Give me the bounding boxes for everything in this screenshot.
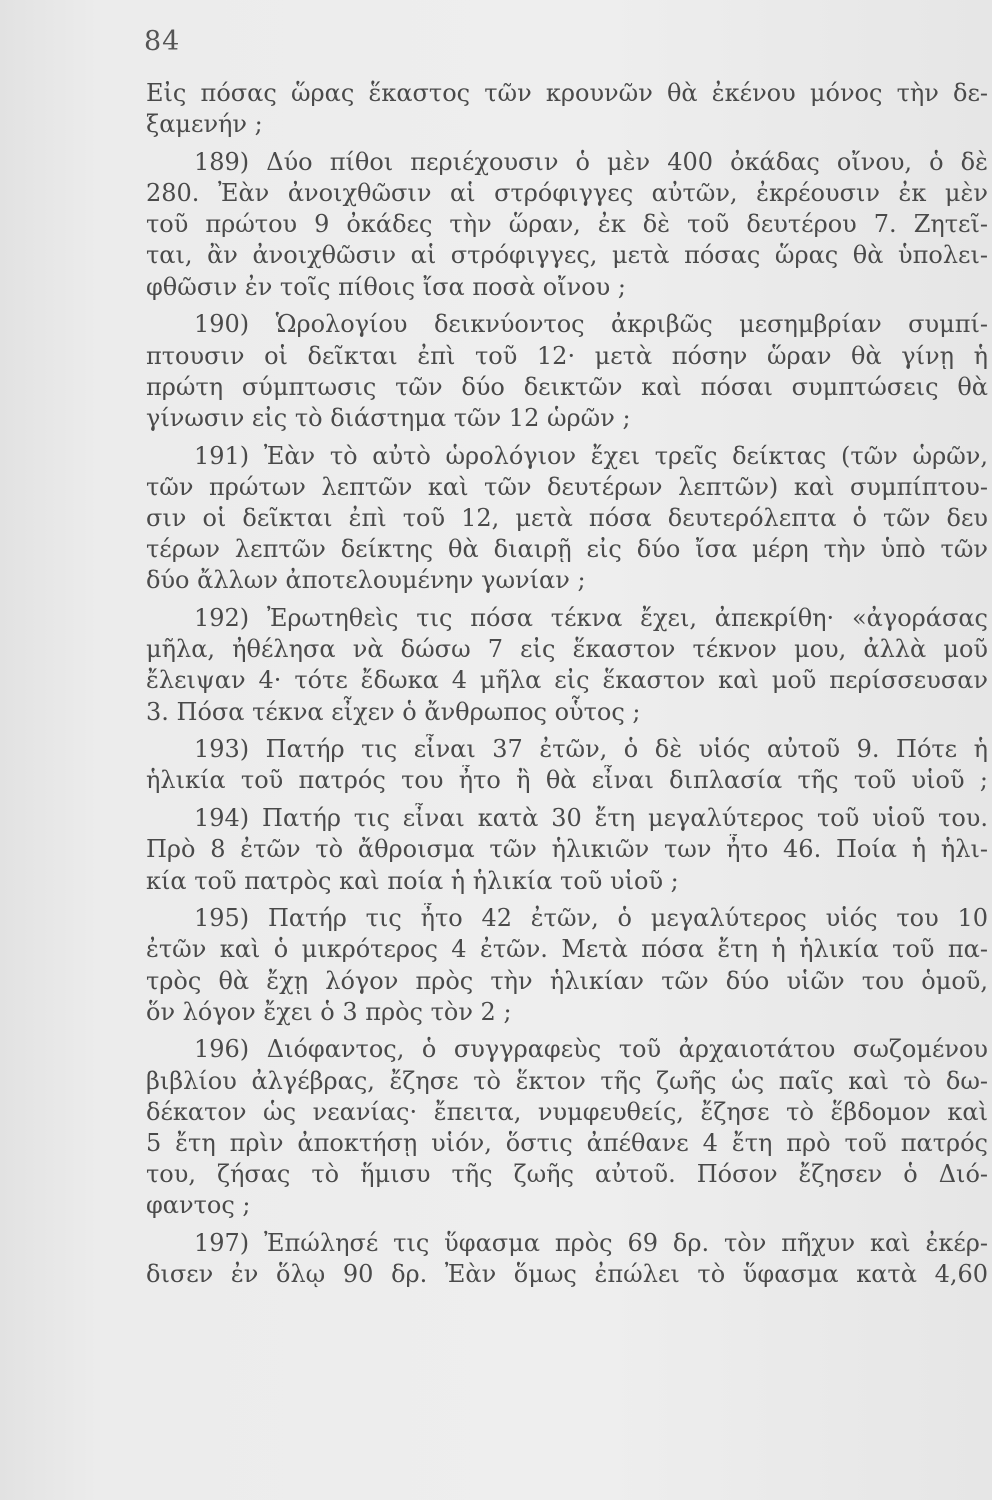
text-line: 195) Πατήρ τις ἦτο 42 ἐτῶν, ὁ μεγαλύτερος υἱός του 10 xyxy=(194,904,988,933)
text-line: τῶν πρώτων λεπτῶν καὶ τῶν δευτέρων λεπτῶν) καὶ συμπίπτου- xyxy=(146,472,988,501)
text-line: Πρὸ 8 ἐτῶν τὸ ἄθροισμα τῶν ἡλικιῶν των ἦτο 46. Ποία ἡ ἡλι- xyxy=(146,835,988,864)
text-line: 3. Πόσα τέκνα εἶχεν ὁ ἄνθρωπος οὗτος ; xyxy=(146,697,641,726)
text-line: ὅν λόγον ἔχει ὁ 3 πρὸς τὸν 2 ; xyxy=(146,997,512,1026)
text-line: 193) Πατήρ τις εἶναι 37 ἐτῶν, ὁ δὲ υἱός αὐτοῦ 9. Πότε ἡ xyxy=(194,735,988,764)
text-line: ται, ἂν ἀνοιχθῶσιν αἱ στρόφιγγες, μετὰ πόσας ὥρας θὰ ὑπολει- xyxy=(146,241,988,270)
text-line: τρὸς θὰ ἔχῃ λόγον πρὸς τὴν ἡλικίαν τῶν δύο υἱῶν του ὁμοῦ, xyxy=(146,966,988,995)
text-line: 189) Δύο πίθοι περιέχουσιν ὁ μὲν 400 ὀκάδας οἴνου, ὁ δὲ xyxy=(194,147,988,176)
text-line: δύο ἄλλων ἀποτελουμένην γωνίαν ; xyxy=(146,566,586,595)
paragraph xyxy=(146,147,988,303)
text-line: 191) Ἐὰν τὸ αὐτὸ ὡρολόγιον ἔχει τρεῖς δείκτας (τῶν ὡρῶν, xyxy=(194,441,988,470)
text-line: γίνωσιν εἰς τὸ διάστημα τῶν 12 ὡρῶν ; xyxy=(146,403,631,432)
text-line: κία τοῦ πατρὸς καὶ ποία ἡ ἡλικία τοῦ υἱοῦ ; xyxy=(146,866,679,895)
text-line: φθῶσιν ἐν τοῖς πίθοις ἴσα ποσὰ οἴνου ; xyxy=(146,272,626,301)
text-line: 5 ἔτη πρὶν ἀποκτήσῃ υἱόν, ὅστις ἀπέθανε 4 ἔτη πρὸ τοῦ πατρός xyxy=(146,1129,988,1157)
text-line: ἡλικία τοῦ πατρός του ἦτο ἢ θὰ εἶναι διπλασία τῆς τοῦ υἱοῦ ; xyxy=(146,766,988,795)
text-line: ἐτῶν καὶ ὁ μικρότερος 4 ἐτῶν. Μετὰ πόσα ἔτη ἡ ἡλικία τοῦ πα- xyxy=(146,935,988,964)
paragraph xyxy=(146,803,988,897)
text-line: πρώτη σύμπτωσις τῶν δύο δεικτῶν καὶ πόσαι συμπτώσεις θὰ xyxy=(146,372,988,401)
text-line: 197) Ἐπώλησέ τις ὕφασμα πρὸς 69 δρ. τὸν πῆχυν καὶ ἐκέρ- xyxy=(194,1229,988,1258)
text-line: ἔλειψαν 4· τότε ἔδωκα 4 μῆλα εἰς ἕκαστον καὶ μοῦ περίσσευσαν xyxy=(146,666,988,695)
text-line: σιν οἱ δεῖκται ἐπὶ τοῦ 12, μετὰ πόσα δευτερόλεπτα ὁ τῶν δευ xyxy=(146,503,988,532)
page-number: 84 xyxy=(144,26,181,57)
paragraph xyxy=(146,1034,988,1221)
text-line: δισεν ἐν ὅλῳ 90 δρ. Ἐὰν ὅμως ἐπώλει τὸ ὕφασμα κατὰ 4,60 xyxy=(146,1260,988,1289)
paragraph xyxy=(146,903,988,1028)
text-line: ξαμενήν ; xyxy=(146,110,263,139)
paragraph xyxy=(146,309,988,434)
text-line: τοῦ πρώτου 9 ὀκάδες τὴν ὥραν, ἐκ δὲ τοῦ δευτέρου 7. Ζητεῖ- xyxy=(146,210,988,239)
text-line: δέκατον ὡς νεανίας· ἔπειτα, νυμφευθείς, ἔζησε τὸ ἕβδομον καὶ xyxy=(146,1097,988,1126)
text-line: 280. Ἐὰν ἀνοιχθῶσιν αἱ στρόφιγγες αὐτῶν, ἐκρέουσιν ἐκ μὲν xyxy=(146,179,988,208)
text-line: μῆλα, ἠθέλησα νὰ δώσω 7 εἰς ἕκαστον τέκνον μου, ἀλλὰ μοῦ xyxy=(146,635,988,664)
text-line: φαντος ; xyxy=(146,1191,251,1220)
text-line: του, ζήσας τὸ ἥμισυ τῆς ζωῆς αὐτοῦ. Πόσον ἔζησεν ὁ Διό- xyxy=(146,1160,988,1189)
paragraph xyxy=(146,1228,988,1290)
paragraph xyxy=(146,441,988,597)
paragraph xyxy=(146,603,988,728)
paragraph xyxy=(146,78,988,140)
text-line: 196) Διόφαντος, ὁ συγγραφεὺς τοῦ ἀρχαιοτάτου σωζομένου xyxy=(194,1035,988,1064)
text-line: πτουσιν οἱ δεῖκται ἐπὶ τοῦ 12· μετὰ πόσην ὥραν θὰ γίνῃ ἡ xyxy=(146,341,988,370)
text-line: τέρων λεπτῶν δείκτης θὰ διαιρῇ εἰς δύο ἴσα μέρη τὴν ὑπὸ τῶν xyxy=(146,535,988,564)
text-line: 194) Πατήρ τις εἶναι κατὰ 30 ἔτη μεγαλύτερος τοῦ υἱοῦ του. xyxy=(194,804,988,833)
text-line: 190) Ὡρολογίου δεικνύοντος ἀκριβῶς μεσημβρίαν συμπί- xyxy=(194,310,988,339)
paragraph xyxy=(146,734,988,796)
text-line: 192) Ἐρωτηθεὶς τις πόσα τέκνα ἔχει, ἀπεκρίθη· «ἀγοράσας xyxy=(194,604,988,632)
body-text xyxy=(146,78,988,1290)
text-line: Εἰς πόσας ὥρας ἕκαστος τῶν κρουνῶν θὰ ἐκένου μόνος τὴν δε- xyxy=(146,79,988,107)
text-line: βιβλίου ἀλγέβρας, ἔζησε τὸ ἕκτον τῆς ζωῆς ὡς παῖς καὶ τὸ δω- xyxy=(146,1066,988,1095)
